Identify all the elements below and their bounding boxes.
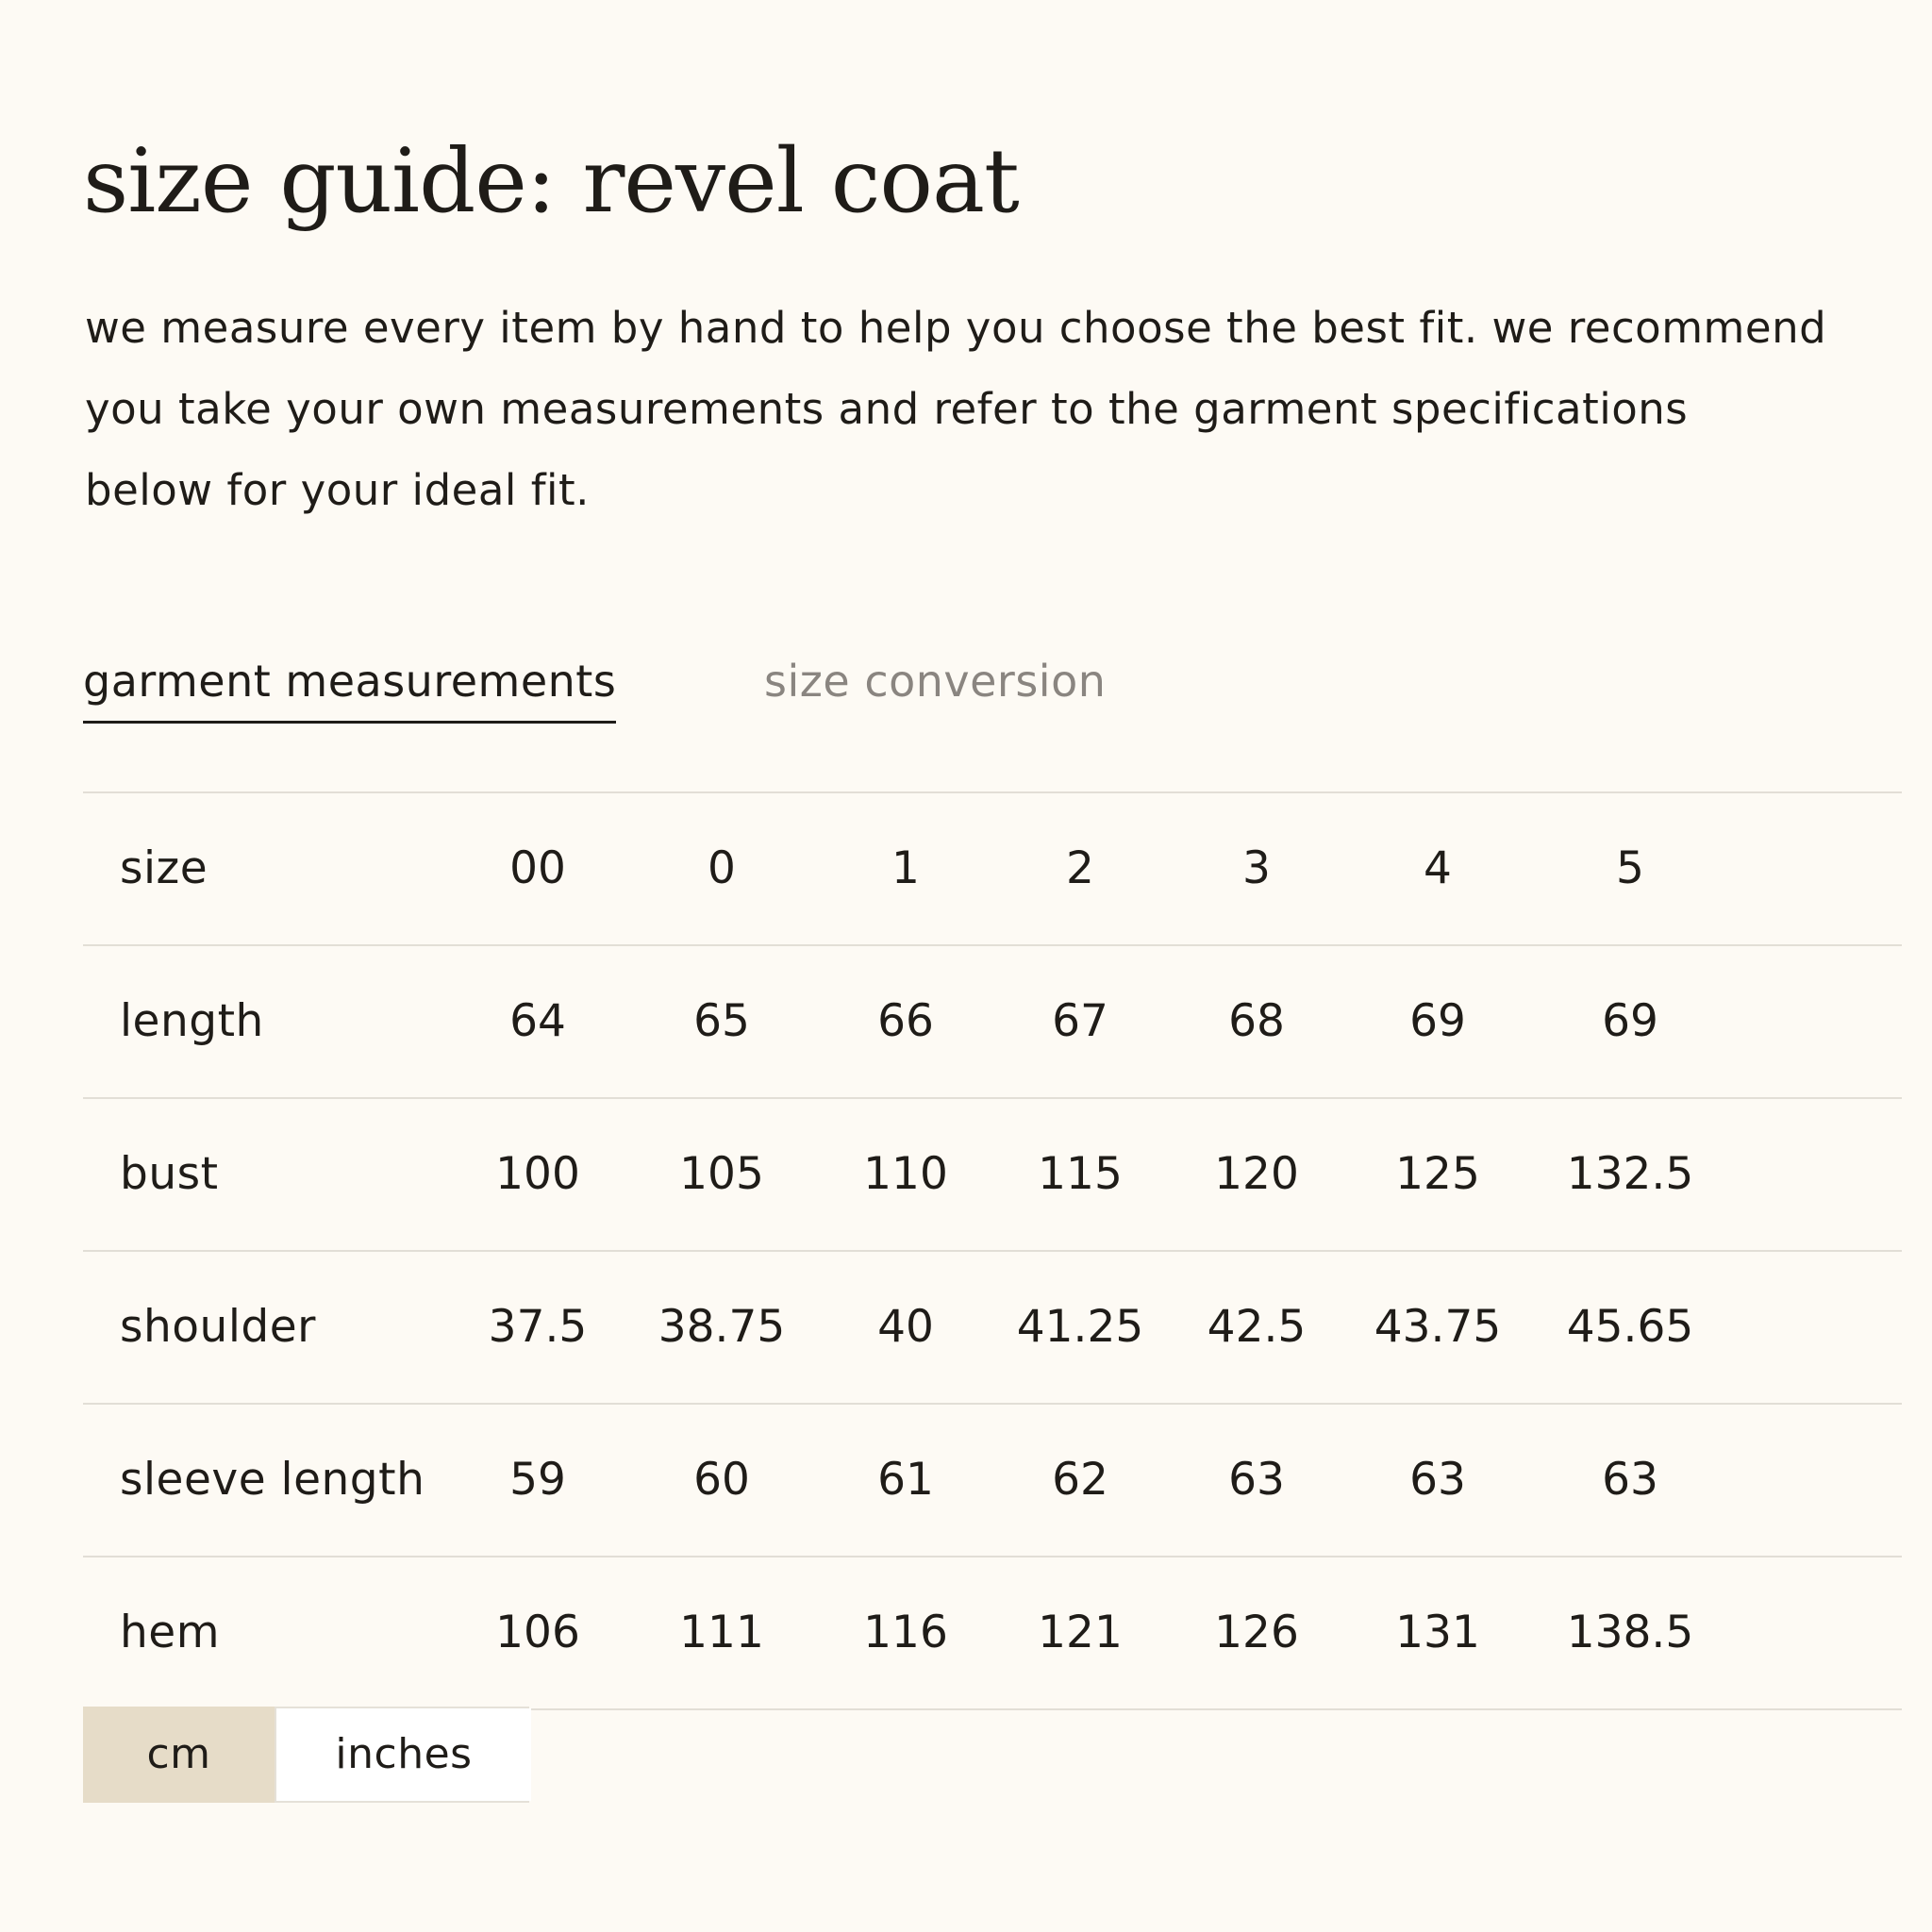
- table-cell: 116: [863, 1607, 948, 1658]
- row-label: bust: [120, 1148, 219, 1200]
- size-heading: 0: [708, 842, 736, 894]
- table-cell: 38.75: [658, 1301, 786, 1353]
- table-cell: 62: [1052, 1454, 1108, 1506]
- measurements-table: [83, 791, 1902, 1710]
- page-title: size guide: revel coat: [83, 130, 1019, 233]
- unit-button-cm[interactable]: cm: [83, 1707, 275, 1803]
- table-cell: 69: [1602, 995, 1658, 1047]
- table-cell: 40: [877, 1301, 934, 1353]
- table-cell: 121: [1038, 1607, 1123, 1658]
- table-cell: 63: [1409, 1454, 1466, 1506]
- table-cell: 63: [1228, 1454, 1285, 1506]
- table-cell: 61: [877, 1454, 934, 1506]
- table-cell: 42.5: [1207, 1301, 1307, 1353]
- table-cell: 100: [495, 1148, 580, 1200]
- table-cell: 115: [1038, 1148, 1123, 1200]
- table-cell: 63: [1602, 1454, 1658, 1506]
- table-cell: 37.5: [488, 1301, 588, 1353]
- table-cell: 43.75: [1374, 1301, 1502, 1353]
- intro-text: [85, 288, 1906, 531]
- row-label: length: [120, 995, 264, 1047]
- table-cell: 110: [863, 1148, 948, 1200]
- table-row: [83, 1557, 1902, 1710]
- table-cell: 138.5: [1566, 1607, 1694, 1658]
- table-cell: 126: [1214, 1607, 1299, 1658]
- table-cell: 65: [693, 995, 750, 1047]
- table-row: [83, 1405, 1902, 1557]
- table-cell: 106: [495, 1607, 580, 1658]
- size-heading: 00: [509, 842, 566, 894]
- table-cell: 69: [1409, 995, 1466, 1047]
- size-heading: 2: [1066, 842, 1094, 894]
- tab-garment-measurements[interactable]: garment measurements: [83, 651, 616, 724]
- intro-line: we measure every item by hand to help you choose the best fit. we recommend: [85, 303, 1827, 353]
- unit-toggle: [83, 1707, 529, 1803]
- table-cell: 132.5: [1566, 1148, 1694, 1200]
- table-cell: 41.25: [1016, 1301, 1144, 1353]
- table-cell: 66: [877, 995, 934, 1047]
- size-heading: 3: [1242, 842, 1271, 894]
- table-header-row: [83, 793, 1902, 946]
- table-cell: 59: [509, 1454, 566, 1506]
- row-label: shoulder: [120, 1301, 316, 1353]
- table-cell: 111: [679, 1607, 764, 1658]
- row-label: sleeve length: [120, 1454, 425, 1506]
- unit-button-inches[interactable]: inches: [275, 1708, 531, 1801]
- table-cell: 68: [1228, 995, 1285, 1047]
- size-heading: 4: [1424, 842, 1452, 894]
- table-cell: 60: [693, 1454, 750, 1506]
- size-heading: 5: [1616, 842, 1644, 894]
- table-cell: 105: [679, 1148, 764, 1200]
- row-label: size: [120, 842, 208, 894]
- table-cell: 131: [1395, 1607, 1480, 1658]
- table-cell: 67: [1052, 995, 1108, 1047]
- table-row: [83, 1099, 1902, 1252]
- table-row: [83, 946, 1902, 1099]
- table-cell: 45.65: [1566, 1301, 1694, 1353]
- size-heading: 1: [891, 842, 920, 894]
- table-row: [83, 1252, 1902, 1405]
- tab-size-conversion[interactable]: size conversion: [764, 656, 1107, 707]
- table-cell: 64: [509, 995, 566, 1047]
- intro-line: below for your ideal fit.: [85, 465, 590, 515]
- row-label: hem: [120, 1607, 220, 1658]
- table-cell: 125: [1395, 1148, 1480, 1200]
- intro-line: you take your own measurements and refer to the garment specifications: [85, 384, 1689, 434]
- table-cell: 120: [1214, 1148, 1299, 1200]
